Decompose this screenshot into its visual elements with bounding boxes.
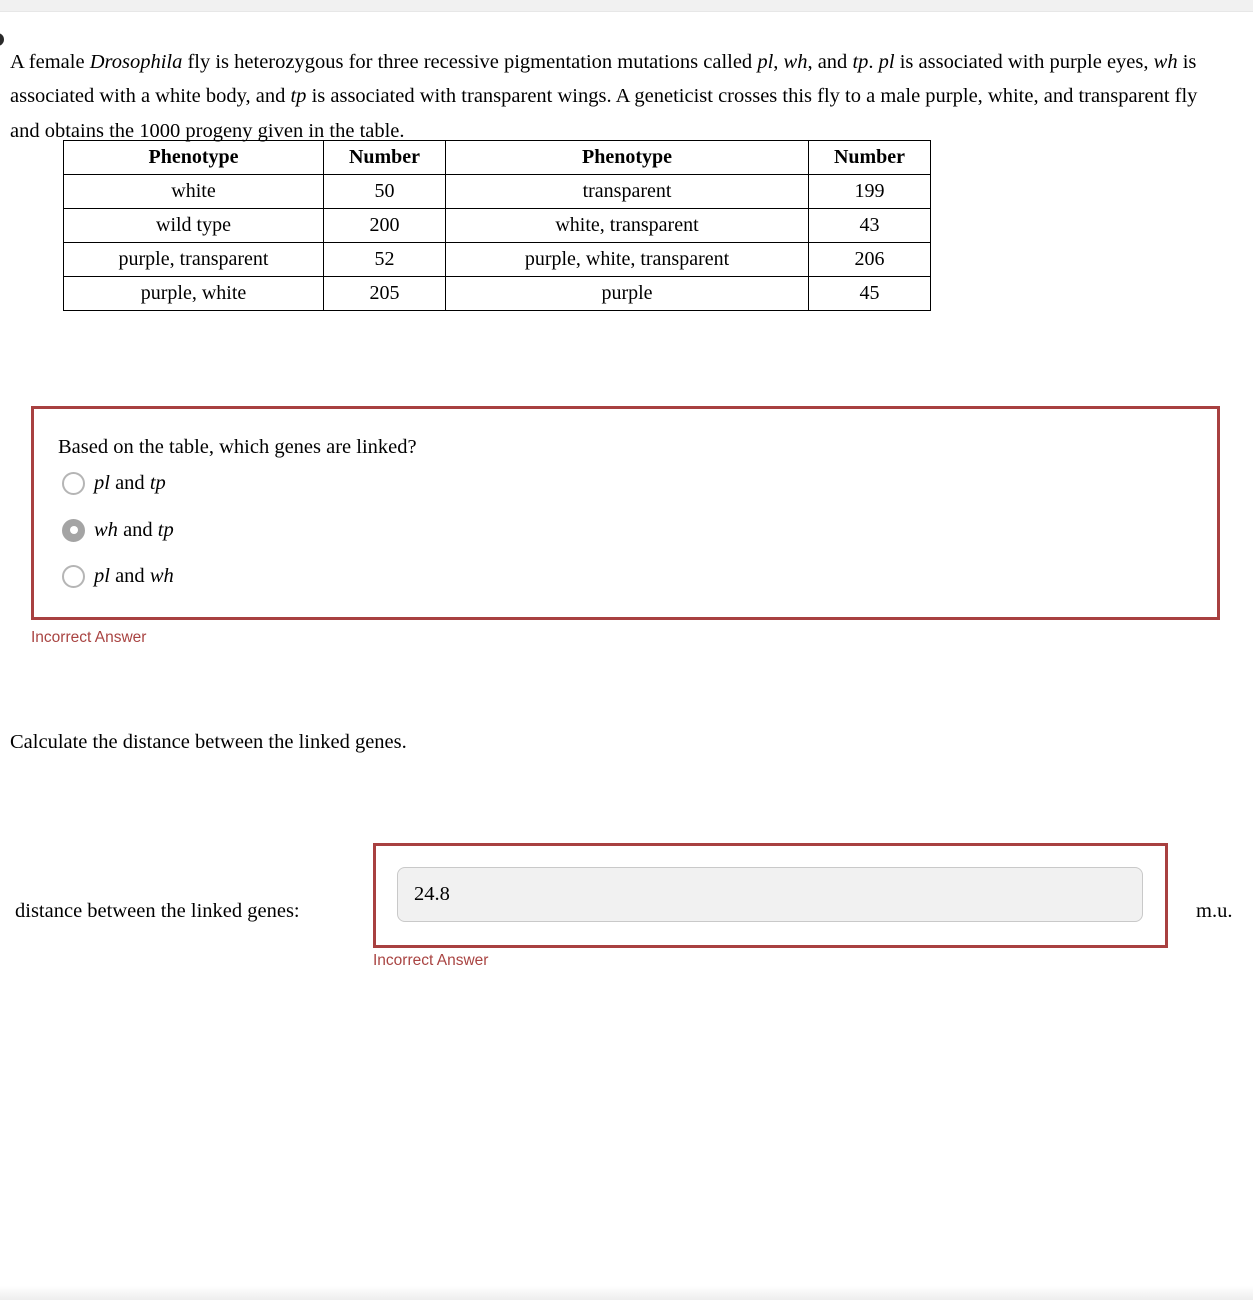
table-header-row <box>64 141 931 175</box>
multiple-choice-panel <box>31 406 1220 620</box>
mc-question-prompt: Based on the table, which genes are linked? <box>58 436 417 458</box>
table-cell: purple, transparent <box>64 243 324 277</box>
table-cell: wild type <box>64 209 324 243</box>
distance-instruction: Calculate the distance between the linked genes. <box>10 731 407 753</box>
distance-input[interactable] <box>397 867 1143 922</box>
table-cell: 50 <box>324 175 446 209</box>
table-header-cell: Phenotype <box>446 141 809 175</box>
table-cell: transparent <box>446 175 809 209</box>
table-cell: 206 <box>809 243 931 277</box>
table-cell: 199 <box>809 175 931 209</box>
table-row <box>64 243 931 277</box>
radio-button[interactable] <box>62 472 85 495</box>
radio-button[interactable] <box>62 519 85 542</box>
table-cell: white <box>64 175 324 209</box>
bottom-window-strip <box>0 1286 1253 1300</box>
table-header-cell: Number <box>324 141 446 175</box>
phenotype-table <box>63 140 931 311</box>
table-cell: 45 <box>809 277 931 311</box>
table-cell: 200 <box>324 209 446 243</box>
table-header-cell: Number <box>809 141 931 175</box>
radio-option-pl-wh[interactable] <box>62 563 174 589</box>
table-row <box>64 209 931 243</box>
radio-dot <box>70 526 78 534</box>
incorrect-answer-label: Incorrect Answer <box>31 629 147 646</box>
table-row <box>64 175 931 209</box>
distance-input-label: distance between the linked genes: <box>15 900 300 922</box>
unit-label: m.u. <box>1196 900 1233 922</box>
table-cell: 205 <box>324 277 446 311</box>
answer-panel <box>373 843 1168 948</box>
clipped-question-number-marker <box>0 33 4 46</box>
table-cell: 52 <box>324 243 446 277</box>
radio-button[interactable] <box>62 565 85 588</box>
top-window-strip <box>0 0 1253 12</box>
radio-option-label: wh and tp <box>94 518 174 541</box>
radio-option-label: pl and tp <box>94 471 166 494</box>
table-cell: white, transparent <box>446 209 809 243</box>
table-cell: 43 <box>809 209 931 243</box>
table-row <box>64 277 931 311</box>
radio-option-label: pl and wh <box>94 564 174 587</box>
question-text: A female Drosophila fly is heterozygous for three recessive pigmentation mutations called pl, wh, and tp. pl is associated with purple eyes, wh is associated with a white body, and tp is associated with transparent wings. A geneticist crosses this fly to a male purple, white, and transparent fly and obtains the 1000 progeny given in the table. <box>10 50 1198 142</box>
radio-option-wh-tp[interactable] <box>62 517 174 543</box>
table-cell: purple <box>446 277 809 311</box>
table-cell: purple, white <box>64 277 324 311</box>
table-header-cell: Phenotype <box>64 141 324 175</box>
radio-option-pl-tp[interactable] <box>62 470 166 496</box>
incorrect-answer-label: Incorrect Answer <box>373 952 489 969</box>
table-cell: purple, white, transparent <box>446 243 809 277</box>
